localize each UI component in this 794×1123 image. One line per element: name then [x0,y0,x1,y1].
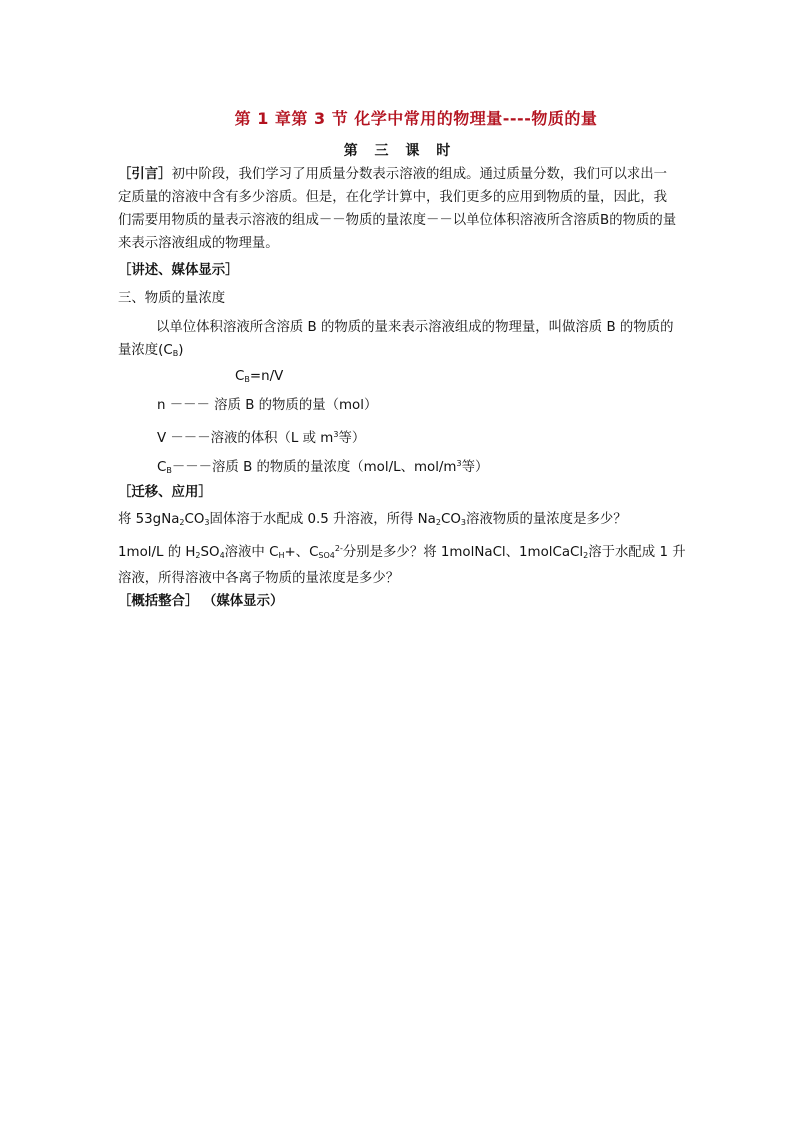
question-2: 1mol/L 的 $H_2SO_4$溶液中 $C_H+$、$C_{SO4}^{2-}$分别是多少？将 1molNaCl、1molCaCl$_2$溶于水配成 1 升溶液，所得溶液中各离子物质的量浓度是多少？ [118,544,686,586]
concentration-definition: 以单位体积溶液所含溶质 B 的物质的量来表示溶液组成的物理量，叫做溶质 B 的物质的量浓度$(C_B)$ [118,320,674,358]
formula-cb: $C_B=n/V$ [235,369,284,384]
section-tag-summary: ［概括整合］ （媒体显示） [118,594,284,609]
definition-v: V －－－溶液的体积（L 或 $m^3$等） [157,430,366,446]
lesson-subtitle: 第 三 课 时 [343,143,451,159]
section-heading-concentration: 三、物质的量浓度 [118,291,226,306]
definition-n: n －－－ 溶质 B 的物质的量（mol） [157,398,378,413]
chapter-title: 第 1 章第 3 节 化学中常用的物理量----物质的量 [234,109,598,128]
section-tag-lecture: ［讲述、媒体显示］ [118,263,239,278]
intro-paragraph [118,163,678,255]
section-tag-application: ［迁移、应用］ [118,485,212,500]
intro-text: 初中阶段，我们学习了用质量分数表示溶液的组成。通过质量分数，我们可以求出一定质量的溶液中含有多少溶质。但是，在化学计算中，我们更多的应用到物质的量，因此，我们需要用物质的量表示溶液的组成－－物质的量浓度－－以单位体积溶液所含溶质B的物质的量来表示溶液组成的物理量。 [118,167,677,251]
question-1: 将 $53gNa_2CO_3$固体溶于水配成 0.5 升溶液，所得 $Na_2CO_3$溶液物质的量浓度是多少？ [118,512,627,527]
intro-tag: ［引言］ [118,167,172,182]
definition-cb: $C_B---$溶质 B 的物质的量浓度（mol/L、mol/$m^3$等） [157,459,489,475]
